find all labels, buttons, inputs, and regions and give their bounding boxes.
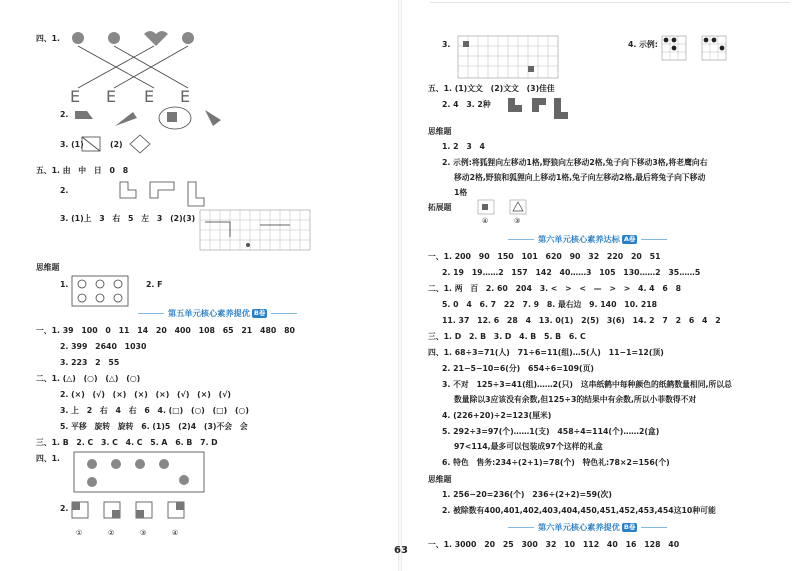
circled-2: ② — [108, 529, 115, 537]
r-line-10: 4. (226+20)÷2=123(厘米) — [442, 411, 552, 420]
unit5-badge: B卷 — [253, 309, 266, 317]
r-line-3: 二、1. 两 百 2. 60 204 3. < > < — > > 4. 4 6 8 — [428, 284, 682, 293]
r-q4-label: 4. 示例: — [628, 40, 658, 49]
q5-3: 3. (1)上 3 右 5 左 3 (2)(3) — [60, 214, 196, 223]
unit6a-badge: A卷 — [623, 235, 636, 243]
q5-1: 五、1. 由 中 日 0 8 — [36, 166, 129, 175]
right-page — [400, 0, 800, 571]
r-think2-title: 思维题 — [428, 475, 452, 484]
cartoon-box — [74, 452, 204, 492]
svg-text:E: E — [106, 87, 117, 106]
r-q5-2: 2. 4 3. 2种 — [442, 100, 491, 109]
page-number: 63 — [394, 545, 408, 556]
r-q5-1: 五、1. (1)文文 (2)文文 (3)佳佳 — [428, 84, 555, 93]
r-c3: 一、1. 3000 20 25 300 32 10 112 40 16 128 40 — [428, 540, 680, 549]
r-c1: 1. 256−20=236(个) 236÷(2+2)=59(次) — [442, 490, 612, 499]
r-ext-label-1: ④ — [482, 217, 489, 225]
unit6b-banner: 第六单元核心素养提优 B卷 — [504, 522, 671, 533]
r-line-7: 四、1. 68÷3=71(人) 71÷6=11(组)…5(人) 11−1=12(顶) — [428, 348, 664, 357]
r-line-11b: 97<114,最多可以包装成97个这样的礼盒 — [454, 442, 603, 451]
circled-4: ④ — [172, 529, 179, 537]
r-line-2: 2. 19 19……2 157 142 40……3 105 130……2 35……5 — [442, 268, 701, 277]
r-think-1: 1. 2 3 4 — [442, 142, 485, 151]
r-line-12: 6. 特色 售务:234÷(2+1)=78(个) 特色礼:78×2=156(个) — [442, 458, 670, 467]
r-line-4: 5. 0 4 6. 7 22 7. 9 8. 最右边 9. 140 10. 218 — [442, 300, 658, 309]
q4-3-shape-2 — [128, 134, 152, 154]
ans-line-9: 四、1. — [36, 454, 60, 463]
ans-line-8: 三、1. B 2. C 3. C 4. C 5. A 6. B 7. D — [36, 438, 218, 447]
ans-line-2: 2. 399 2640 1030 — [60, 342, 147, 351]
r-think-2c: 1格 — [454, 188, 468, 197]
r-line-1: 一、1. 200 90 150 101 620 90 32 220 20 51 — [428, 252, 661, 261]
net-shapes — [120, 180, 220, 206]
think-1: 1. — [60, 280, 69, 289]
r-line-11: 5. 292÷3=97(个)……1(支) 458÷4=114(个)……2(盒) — [442, 427, 660, 436]
ans-line-4: 二、1. (△) (○) (△) (○) — [36, 374, 141, 383]
ans-line-3: 3. 223 2 55 — [60, 358, 120, 367]
r-q4-grids — [662, 36, 742, 64]
svg-text:E: E — [180, 87, 191, 106]
svg-text:E: E — [144, 87, 155, 106]
q5-2-label: 2. — [60, 186, 69, 195]
rotation-figures — [75, 106, 245, 132]
q4-3-shape-1 — [80, 136, 104, 152]
r-line-9: 3. 不对 125÷3=41(组)……2(只) 这串纸鹤中每种颜色的纸鹤数量相同,所以总 — [442, 380, 732, 389]
unit6a-banner: 第六单元核心素养达标 A卷 — [504, 234, 671, 245]
r-ext-title: 拓展题 — [428, 203, 452, 212]
r-q5-shapes — [508, 98, 568, 120]
ans-line-1: 一、1. 39 100 0 11 14 20 400 108 65 21 480 80 — [36, 326, 295, 335]
left-think-title: 思维题 — [36, 263, 60, 272]
block-figures — [72, 500, 192, 524]
svg-text:E: E — [70, 87, 81, 106]
r-q3-grid — [458, 36, 558, 78]
circled-1: ① — [76, 529, 83, 537]
ans-line-5: 2. (×) (√) (×) (×) (×) (√) (×) (√) — [60, 390, 231, 399]
think-figures — [72, 276, 128, 306]
ans-line-6: 3. 上 2 右 4 右 6 4. (□) (○) (□) (○) — [60, 406, 249, 415]
unit5-banner: 第五单元核心素养提优 B卷 — [134, 308, 301, 319]
coord-grid — [200, 210, 310, 250]
r-ext-label-2: ③ — [514, 217, 521, 225]
r-line-6: 三、1. D 2. B 3. D 4. B 5. B 6. C — [428, 332, 586, 341]
q4-1-label: 四、1. — [36, 34, 60, 43]
unit6b-badge: B卷 — [623, 523, 636, 531]
matching-figure — [70, 30, 190, 105]
r-q3-label: 3. — [442, 40, 451, 49]
r-think-title: 思维题 — [428, 127, 452, 136]
q4-2-label: 2. — [60, 110, 69, 119]
r-c2: 2. 被除数有400,401,402,403,404,450,451,452,453,454这10种可能 — [442, 506, 716, 515]
r-think-2b: 移动2格,野狼和狐狸向上移动1格,兔子向左移动2格,最后将兔子向下移动 — [454, 173, 706, 182]
r-line-5: 11. 37 12. 6 28 4 13. 0(1) 2(5) 3(6) 14. 2 7 2 6 4 2 — [442, 316, 721, 325]
circled-3: ③ — [140, 529, 147, 537]
ans-line-10: 2. — [60, 504, 69, 513]
r-line-8: 2. 21−5−10=6(分) 654÷6=109(页) — [442, 364, 594, 373]
q4-3b: (2) — [110, 140, 123, 149]
r-line-9b: 数量除以3应该没有余数,但125÷3的结果中有余数,所以小菲数得不对 — [454, 395, 697, 404]
r-think-2a: 2. 示例:将狐狸向左移动1格,野狼向左移动2格,兔子向下移动3格,将老鹰向右 — [442, 158, 708, 167]
think-2: 2. F — [146, 280, 163, 289]
q4-3: 3. (1) — [60, 140, 84, 149]
ans-line-7: 5. 平移 旋转 旋转 6. (1)5 (2)4 (3)不会 会 — [60, 422, 248, 431]
